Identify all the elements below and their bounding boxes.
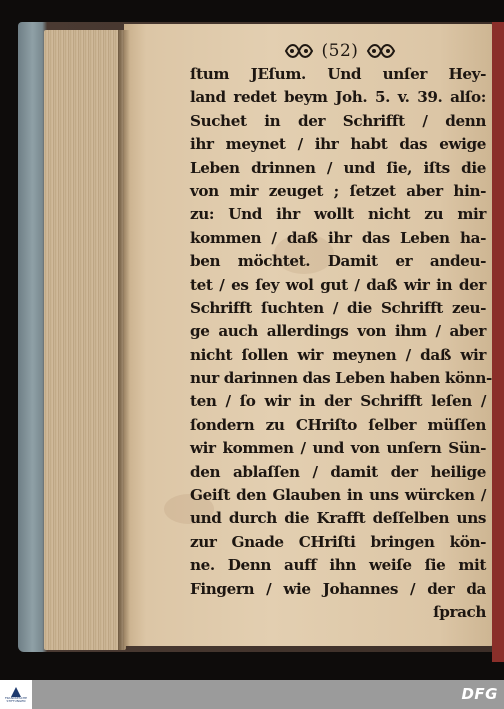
text-line: wir kommen / und von unſern Sün- (190, 439, 486, 458)
text-line: zur Gnade CHriſti bringen kön- (190, 532, 486, 551)
dfg-logo: DFG (461, 685, 498, 703)
text-line: Leben drinnen / und ſie, iſts die (190, 158, 486, 177)
text-line: Schrifft ſuchten / die Schrifft zeu- (190, 298, 486, 317)
text-line: ſprach (433, 602, 486, 621)
library-logo-text: FRANCKESCHE STIFTUNGEN (4, 695, 28, 703)
text-line: den ablaſſen / damit der heilige (190, 462, 486, 481)
page-text-block (190, 63, 492, 624)
footer-bar (0, 680, 504, 709)
page-header (270, 38, 410, 64)
text-line: kommen / daß ihr das Leben ha- (190, 228, 486, 247)
text-line: ge auch allerdings von ihm / aber (190, 322, 486, 341)
text-line: und durch die Krafft deſſelben uns (190, 509, 486, 528)
page-edges (44, 30, 126, 650)
library-logo-icon (11, 687, 21, 697)
text-line: nicht ſollen wir meynen / daß wir (190, 345, 486, 364)
text-line: ihr meynet / ihr habt das ewige (190, 135, 486, 154)
text-line: ſtum JEſum. Und unſer Hey- (190, 65, 486, 83)
text-line: land redet beym Joh. 5. v. 39. alſo: (190, 88, 486, 107)
library-logo (0, 680, 32, 709)
text-line: ne. Denn auff ihn weiſe ſie mit (190, 556, 486, 575)
text-line: zu: Und ihr wollt nicht zu mir (190, 205, 486, 224)
text-line: Suchet in der Schrifft / denn (190, 111, 486, 130)
text-line: tet / es ſey wol gut / daß wir in der (190, 275, 486, 294)
text-line: ten / ſo wir in der Schrifft leſen / (190, 392, 486, 411)
page-number: (52) (321, 41, 359, 61)
next-page-edge (492, 22, 504, 662)
text-line: ſondern zu CHriſto ſelber müſſen (190, 415, 486, 434)
text-line: von mir zeuget ; ſetzet aber hin- (190, 181, 486, 200)
text-line: nur darinnen das Leben haben könn- (190, 369, 492, 388)
ornament-left-icon (284, 42, 314, 60)
ornament-right-icon (366, 42, 396, 60)
gutter-shadow (118, 30, 130, 650)
text-line: Geiſt den Glauben in uns würcken / (190, 486, 486, 505)
text-line: ben möchtet. Damit er andeu- (190, 252, 486, 271)
text-line: Fingern / wie Johannes / der da (190, 579, 486, 598)
